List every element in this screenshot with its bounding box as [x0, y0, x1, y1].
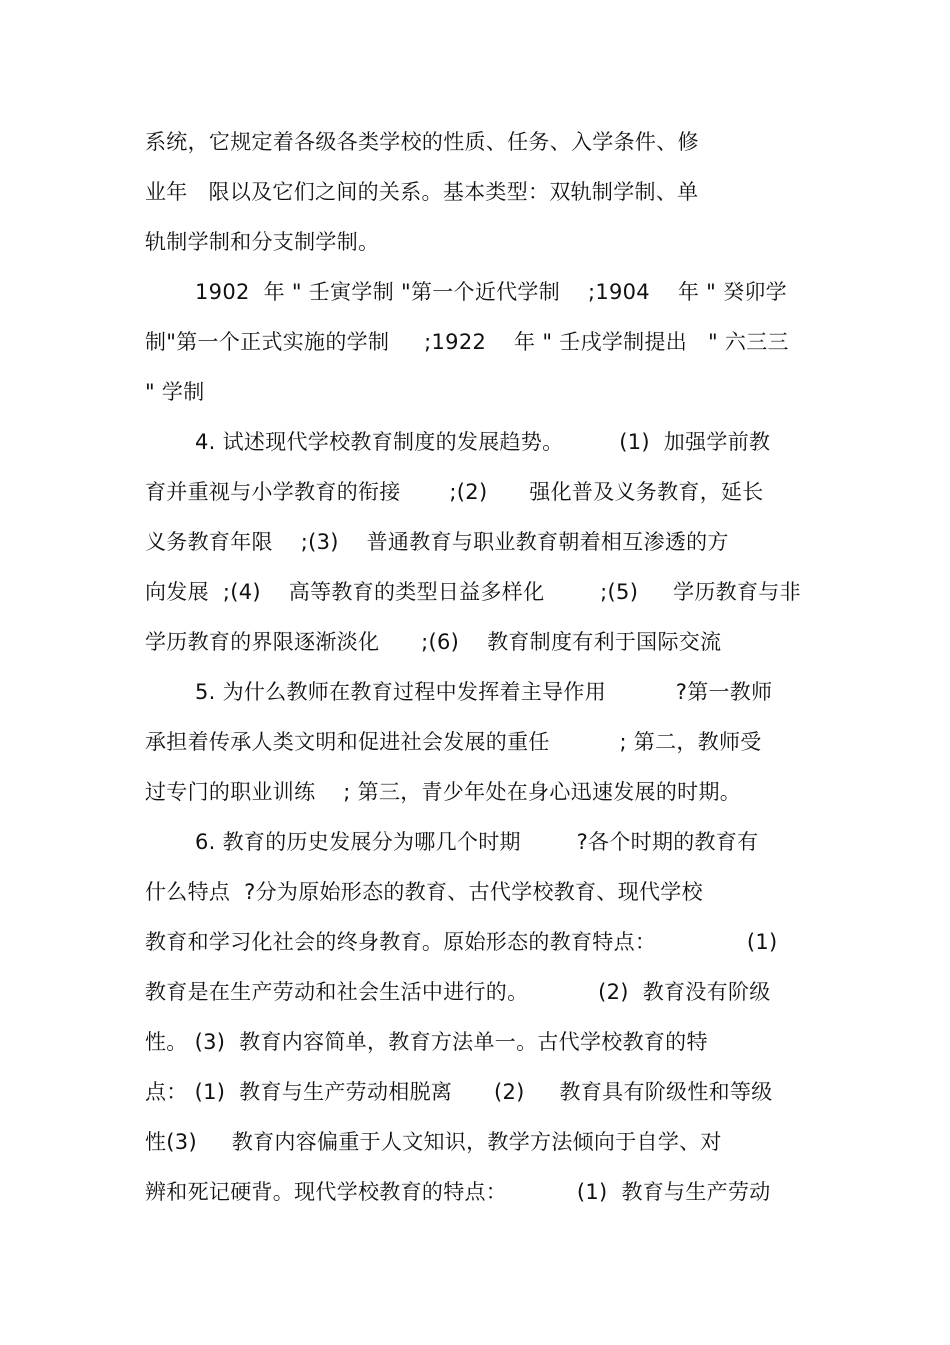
text-line: 教育和学习化社会的终身教育。原始形态的教育特点： (1) — [145, 930, 778, 954]
text-line: 制"第一个正式实施的学制 ;1922 年 " 壬戌学制提出 " 六三三 — [145, 330, 789, 354]
text-line: 1902 年 " 壬寅学制 "第一个近代学制 ;1904 年 " 癸卯学 — [195, 280, 787, 304]
text-line: 义务教育年限 ;(3) 普通教育与职业教育朝着相互渗透的方 — [145, 530, 729, 554]
text-line: 什么特点 ?分为原始形态的教育、古代学校教育、现代学校 — [145, 880, 703, 904]
text-line: " 学制 — [145, 380, 205, 404]
text-line: 辨和死记硬背。现代学校教育的特点： (1) 教育与生产劳动 — [145, 1180, 771, 1204]
text-line: 性(3) 教育内容偏重于人文知识，教学方法倾向于自学、对 — [145, 1130, 722, 1154]
text-line: 学历教育的界限逐渐淡化 ;(6) 教育制度有利于国际交流 — [145, 630, 722, 654]
text-line: 6. 教育的历史发展分为哪几个时期 ?各个时期的教育有 — [195, 830, 759, 854]
text-line: 过专门的职业训练 ; 第三，青少年处在身心迅速发展的时期。 — [145, 780, 742, 804]
text-line: 轨制学制和分支制学制。 — [145, 230, 380, 254]
text-line: 性。 (3) 教育内容简单，教育方法单一。古代学校教育的特 — [145, 1030, 708, 1054]
text-line: 点： (1) 教育与生产劳动相脱离 (2) 教育具有阶级性和等级 — [145, 1080, 773, 1104]
text-line: 业年 限以及它们之间的关系。基本类型：双轨制学制、单 — [145, 180, 699, 204]
text-line: 4. 试述现代学校教育制度的发展趋势。 (1) 加强学前教 — [195, 430, 771, 454]
text-line: 向发展 ;(4) 高等教育的类型日益多样化 ;(5) 学历教育与非 — [145, 580, 801, 604]
text-line: 系统，它规定着各级各类学校的性质、任务、入学条件、修 — [145, 130, 699, 154]
text-line: 5. 为什么教师在教育过程中发挥着主导作用 ?第一教师 — [195, 680, 773, 704]
text-line: 育并重视与小学教育的衔接 ;(2) 强化普及义务教育，延长 — [145, 480, 764, 504]
text-line: 教育是在生产劳动和社会生活中进行的。 (2) 教育没有阶级 — [145, 980, 771, 1004]
text-line: 承担着传承人类文明和促进社会发展的重任 ; 第二，教师受 — [145, 730, 762, 754]
